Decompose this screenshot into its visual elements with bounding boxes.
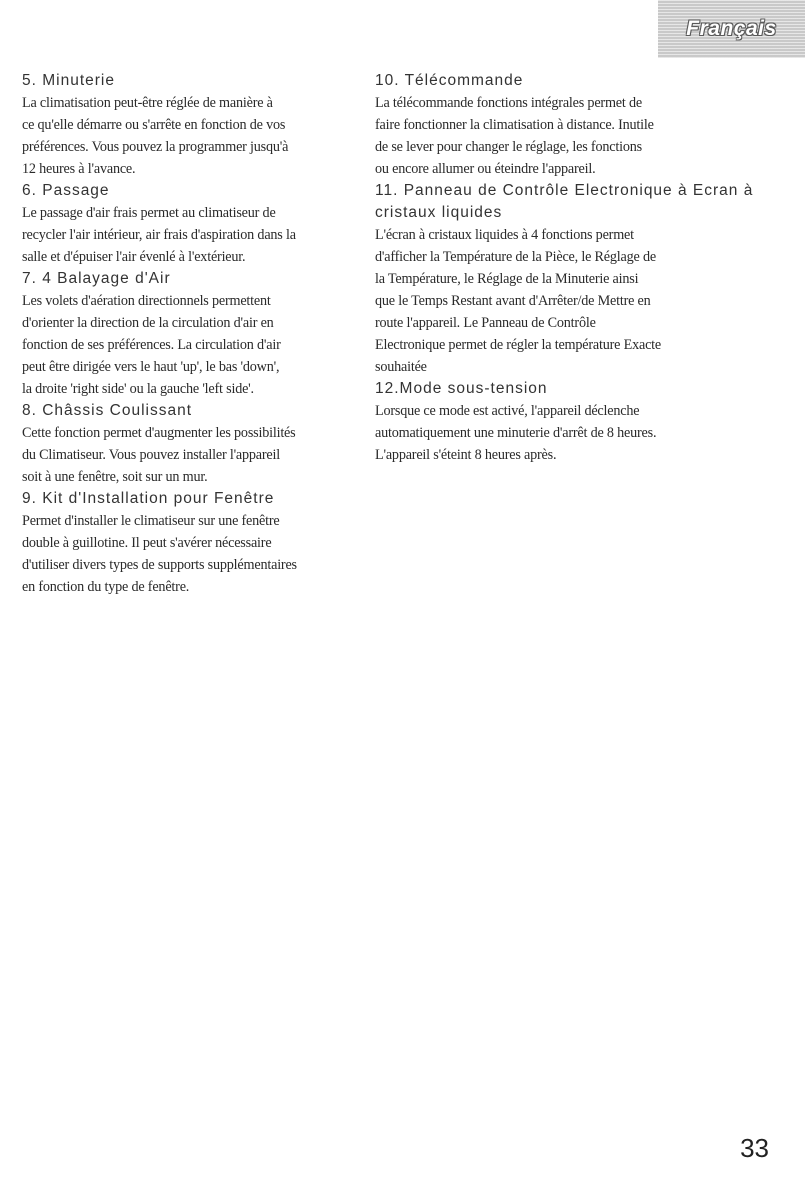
- section-text-line: Electronique permet de régler la température Exacte: [375, 337, 661, 353]
- section-text-line: Lorsque ce mode est activé, l'appareil déclenche: [375, 403, 640, 419]
- section-heading: 11. Panneau de Contrôle Electronique à Ecran à cristaux liquides: [375, 182, 754, 221]
- section-text-line: d'orienter la direction de la circulation d'air en: [22, 315, 274, 331]
- section-text-line: préférences. Vous pouvez la programmer jusqu'à: [22, 139, 289, 155]
- section-text-line: ce qu'elle démarre ou s'arrête en fonction de vos: [22, 117, 286, 133]
- section-text-line: d'afficher la Température de la Pièce, le Réglage de: [375, 249, 656, 265]
- section-text-line: soit à une fenêtre, soit sur un mur.: [22, 469, 208, 485]
- section-heading: 8. Châssis Coulissant: [22, 402, 193, 419]
- left-column: [22, 70, 365, 598]
- language-tab-label: Français: [686, 17, 777, 40]
- section-text-line: L'écran à cristaux liquides à 4 fonctions permet: [375, 227, 634, 243]
- section-text-line: la Température, le Réglage de la Minuterie ainsi: [375, 271, 639, 287]
- section-text-line: souhaitée: [375, 359, 427, 375]
- section-text-line: Les volets d'aération directionnels permettent: [22, 293, 271, 309]
- section-heading: 6. Passage: [22, 182, 110, 199]
- section-text-line: de se lever pour changer le réglage, les fonctions: [375, 139, 642, 155]
- section-heading: 10. Télécommande: [375, 72, 524, 89]
- section-heading: 9. Kit d'Installation pour Fenêtre: [22, 490, 275, 507]
- right-column: [375, 70, 775, 466]
- section-text-line: route l'appareil. Le Panneau de Contrôle: [375, 315, 596, 331]
- page-number: 33: [740, 1133, 769, 1163]
- feature-section: [22, 400, 365, 488]
- feature-section: [22, 268, 365, 400]
- section-text-line: L'appareil s'éteint 8 heures après.: [375, 447, 557, 463]
- section-heading: 5. Minuterie: [22, 72, 115, 89]
- feature-section: [375, 378, 775, 466]
- section-text-line: Permet d'installer le climatiseur sur une fenêtre: [22, 513, 280, 529]
- section-text-line: Le passage d'air frais permet au climatiseur de: [22, 205, 276, 221]
- section-text-line: fonction de ses préférences. La circulation d'air: [22, 337, 281, 353]
- section-heading: 12.Mode sous-tension: [375, 380, 548, 397]
- feature-section: [375, 70, 775, 180]
- feature-section: [22, 70, 365, 180]
- section-text-line: Cette fonction permet d'augmenter les possibilités: [22, 425, 296, 441]
- section-text-line: recycler l'air intérieur, air frais d'aspiration dans la: [22, 227, 296, 243]
- section-text-line: que le Temps Restant avant d'Arrêter/de Mettre en: [375, 293, 651, 309]
- section-text-line: automatiquement une minuterie d'arrêt de 8 heures.: [375, 425, 657, 441]
- feature-section: [22, 488, 365, 598]
- section-text-line: 12 heures à l'avance.: [22, 161, 136, 177]
- section-heading: 7. 4 Balayage d'Air: [22, 270, 171, 287]
- section-text-line: peut être dirigée vers le haut 'up', le bas 'down',: [22, 359, 280, 375]
- section-text-line: du Climatiseur. Vous pouvez installer l'appareil: [22, 447, 281, 463]
- section-text-line: ou encore allumer ou éteindre l'appareil.: [375, 161, 596, 177]
- section-text-line: double à guillotine. Il peut s'avérer nécessaire: [22, 535, 272, 551]
- section-text-line: la droite 'right side' ou la gauche 'left side'.: [22, 381, 254, 397]
- section-text-line: d'utiliser divers types de supports supplémentaires: [22, 557, 297, 573]
- section-text-line: en fonction du type de fenêtre.: [22, 579, 190, 595]
- section-text-line: salle et d'épuiser l'air évenlé à l'extérieur.: [22, 249, 246, 265]
- feature-section: [22, 180, 365, 268]
- section-text-line: La climatisation peut-être réglée de manière à: [22, 95, 273, 111]
- section-text-line: faire fonctionner la climatisation à distance. Inutile: [375, 117, 654, 133]
- language-tab: [658, 0, 805, 58]
- section-text-line: La télécommande fonctions intégrales permet de: [375, 95, 642, 111]
- feature-section: [375, 180, 775, 378]
